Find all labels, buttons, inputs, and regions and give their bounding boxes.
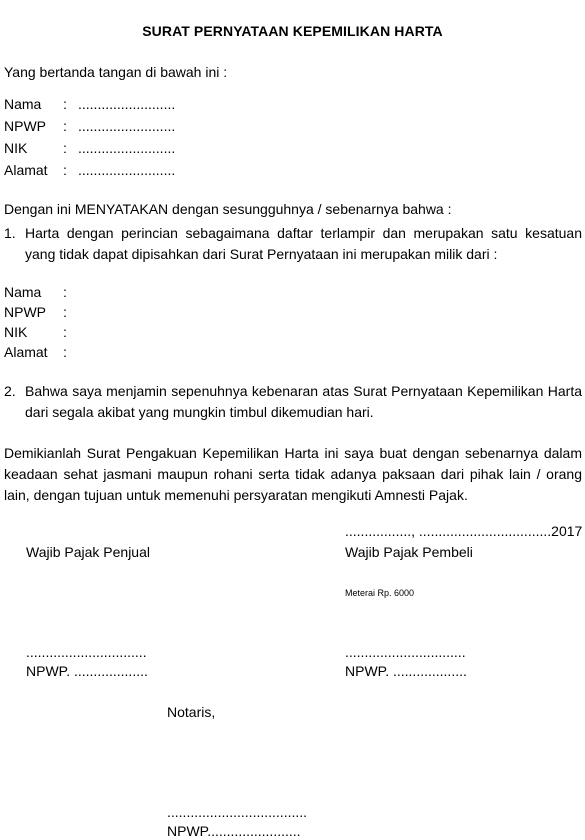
statement-intro: Dengan ini MENYATAKAN dengan sesungguhnya / sebenarnya bahwa : [4,201,452,217]
intro-text: Yang bertanda tangan di bawah ini : [4,64,228,80]
place-date: ................., ..................................2017 [345,523,583,539]
declarant-npwp-colon: : [63,118,67,134]
seller-role: Wajib Pajak Penjual [26,544,150,560]
seller-npwp: NPWP. ................... [26,663,148,679]
point-2-text: Bahwa saya menjamin sepenuhnya kebenaran atas Surat Pernyataan Kepemilikan Harta dari segala akibat yang mungkin timbul dikemudian hari. [25,383,582,420]
point-2-number: 2. [4,383,16,399]
owner-address-colon: : [63,344,67,360]
declarant-name-value: ......................... [78,96,176,112]
closing-paragraph: Demikianlah Surat Pengakuan Kepemilikan Harta ini saya buat dengan sebenarnya dalam keadaan sehat jasmani maupun rohani serta tidak adanya paksaan dari pihak lain / orang lain, dengan tujuan untuk memenuhi persyaratan mengikuti Amnesti Pajak. [4,445,582,503]
notary-signature-line: .................................... [167,804,308,820]
owner-name-label: Nama [4,284,42,300]
point-1-text: Harta dengan perincian sebagaimana daftar terlampir dan merupakan satu kesatuan yang tidak dapat dipisahkan dari Surat Pernyataan ini merupakan milik dari : [25,225,582,262]
declarant-address-label: Alamat [4,162,48,178]
declarant-address-value: ......................... [78,162,176,178]
declarant-npwp-value: ......................... [78,118,176,134]
declarant-name-colon: : [63,96,67,112]
owner-nik-colon: : [63,324,67,340]
buyer-npwp: NPWP. ................... [345,663,467,679]
declarant-nik-label: NIK [4,140,28,156]
owner-npwp-colon: : [63,304,67,320]
owner-address-label: Alamat [4,344,48,360]
notary-role: Notaris, [167,704,216,720]
declarant-address-colon: : [63,162,67,178]
point-1-number: 1. [4,225,16,241]
declarant-npwp-label: NPWP [4,118,46,134]
seller-signature-line: ............................... [26,644,147,660]
notary-npwp: NPWP........................ [167,823,301,839]
declarant-nik-value: ......................... [78,140,176,156]
owner-npwp-label: NPWP [4,304,46,320]
buyer-signature-line: ............................... [345,644,466,660]
document-title: SURAT PERNYATAAN KEPEMILIKAN HARTA [142,23,443,39]
owner-name-colon: : [63,284,67,300]
stamp-duty-note: Meterai Rp. 6000 [345,588,415,598]
declarant-name-label: Nama [4,96,42,112]
buyer-role: Wajib Pajak Pembeli [345,544,473,560]
owner-nik-label: NIK [4,324,28,340]
declarant-nik-colon: : [63,140,67,156]
